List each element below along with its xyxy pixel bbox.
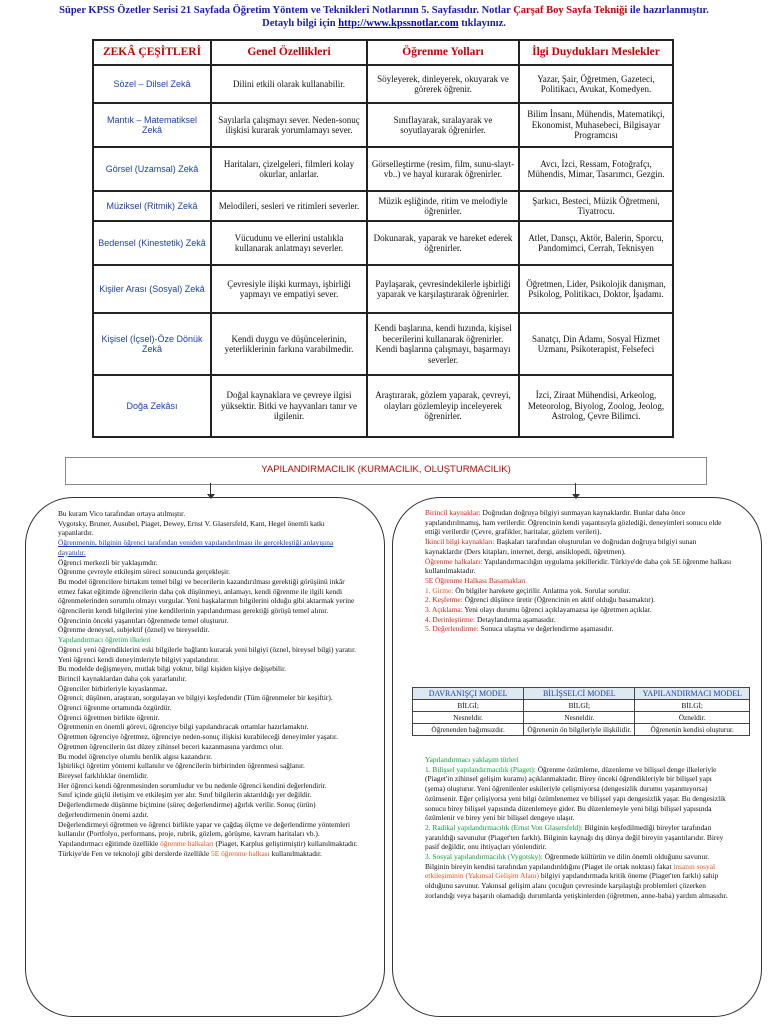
- header-text: Süper KPSS Özetler Serisi 21 Sayfada Öğretim Yöntem ve Teknikleri Notlarının 5. Sayfasıdır. Notlar: [59, 5, 511, 16]
- list-item: Vygotsky, Bruner, Ausubel, Piaget, Dewey, Ernst V. Glasersfeld, Kant, Hegel önemli katkı yapanlardır.: [58, 518, 325, 538]
- table-cell: BİLGİ;: [524, 700, 635, 712]
- step-text: Sonuca ulaşma ve değerlendirme aşamasıdır.: [480, 624, 614, 634]
- table-row: [93, 103, 673, 147]
- right-panel-text-bottom: [425, 755, 733, 901]
- step-text: Yeni olayı durumu öğrenci açıklayamazsa işe öğretmen açıklar.: [464, 605, 652, 615]
- cell-careers: Sanatçı, Din Adamı, Sosyal Hizmet Uzmanı, Psikoterapist, Felsefeci: [519, 313, 673, 375]
- step-label: 3. Açıklama:: [425, 605, 463, 615]
- section-heading: Yapılandırmacı yaklaşım türleri: [425, 755, 519, 764]
- table-row: [93, 147, 673, 191]
- table-row: [413, 712, 750, 724]
- type-label: 1. Bilişsel yapılandırmacılık (Piaget):: [425, 764, 536, 774]
- list-item: Öğrencinin önceki yaşantıları öğrenmede temel oluşturur.: [58, 615, 229, 625]
- table-row: [413, 724, 750, 736]
- model-header: DAVRANIŞÇI MODEL: [413, 688, 524, 700]
- list-item: Her öğrenci kendi öğrenmesinden sorumludur ve bu nedenle öğrenci kendini değerlendirir.: [58, 780, 327, 790]
- list-item: Bu model öğrencilere birtakım temel bilgi ve becerilerin kazandırılması gerektiği görüşünü inkâr etmez fakat eğitimde öğrencilerin daha çok düşünmeyi, anlamayı, kendi öğrenme ile ilgili kendi öğrenmelerinden sorumlu olmayı vurgular. Yeni başkalarının bilgilerini olduğu gibi aktarmak yerine öğrencilerin kendi bilgilerini yine kendilerinin yapılandırması gerektiği görüşü temel alınır.: [58, 576, 355, 616]
- list-item: Birincil kaynaklardan daha çok yararlanılır.: [58, 673, 187, 683]
- table-header-row: [413, 688, 750, 700]
- cell-learning: Görselleştirme (resim, film, sunu-slayt- vb..) ve hayal kurarak öğrenirler.: [367, 147, 519, 191]
- step-label: 5. Değerlendirme:: [425, 624, 479, 634]
- highlight-term: insanın sosyal etkileşiminin (Yakınsal Gelişim Alanı): [425, 861, 716, 881]
- list-item: Öğrenci öğrenme ortamında özgürdür.: [58, 703, 172, 713]
- type-text: Öğrenmede kültürün ve dilin önemli olduğunu savunur. Bilginin bireyin kendisi tarafından yapılandırıldığını (Piaget ile ortak noktası) fakat: [425, 852, 710, 871]
- site-link[interactable]: http://www.kpssnotlar.com: [338, 18, 459, 29]
- table-row: [93, 265, 673, 313]
- highlight-term: 5E öğrenme halkası: [211, 848, 270, 858]
- table-row: [93, 375, 673, 437]
- list-item: Bireysel farklılıklar önemlidir.: [58, 770, 149, 780]
- intelligence-name: Kişiler Arası (Sosyal) Zekâ: [93, 265, 211, 313]
- highlight-term: öğrenme halkaları: [160, 838, 214, 848]
- model-header: YAPILANDIRMACI MODEL: [635, 688, 750, 700]
- table-cell: BİLGİ;: [413, 700, 524, 712]
- col-header-type: ZEKÂ ÇEŞİTLERİ: [93, 40, 211, 65]
- step-label: 2. Keşfetme:: [425, 595, 463, 605]
- list-item: Öğrenmenin, bilginin öğrenci tarafından yeniden yapılandırılması ile gerçekleştiği anlayışına dayanılır.: [58, 538, 334, 557]
- cell-careers: Avcı, İzci, Ressam, Fotoğrafçı, Mühendis, Mimar, Tasarımcı, Gezgin.: [519, 147, 673, 191]
- cell-features: Haritaları, çizelgeleri, filmleri kolay okurlar, anlarlar.: [211, 147, 367, 191]
- cell-learning: Sınıflayarak, sıralayarak ve soyutlayarak öğrenirler.: [367, 103, 519, 147]
- intelligence-name: Görsel (Uzamsal) Zekâ: [93, 147, 211, 191]
- cell-features: Vücudunu ve ellerini ustalıkla kullanarak anlatmayı severler.: [211, 221, 367, 265]
- cell-careers: Şarkıcı, Besteci, Müzik Öğretmeni, Tiyatrocu.: [519, 191, 673, 221]
- list-item: İşbirlikçi öğretim yöntemi kullanılır ve öğrencilerin birbirinden öğrenmesi sağlanır.: [58, 761, 305, 771]
- step-label: 4. Derinleştirme:: [425, 614, 476, 624]
- table-cell: Öğrenenden bağımsızdır.: [413, 724, 524, 736]
- col-header-learning: Öğrenme Yolları: [367, 40, 519, 65]
- step-text: Ön bilgiler harekete geçirilir. Anlatma yok. Sorular sorulur.: [455, 585, 631, 595]
- table-cell: Nesneldir.: [413, 712, 524, 724]
- intelligence-table: [92, 39, 674, 438]
- table-header-row: [93, 40, 673, 65]
- cell-careers: Bilim İnsanı, Mühendis, Matematikçi, Ekonomist, Muhasebeci, Bilgisayar Programcısı: [519, 103, 673, 147]
- cell-learning: Araştırarak, gözlem yaparak, çevreyi, olayları gözlemleyip inceleyerek öğrenirler.: [367, 375, 519, 437]
- list-item: Öğrenci; düşünen, araştıran, sorgulayan ve bilgiyi keşfedendir (Tüm öğrenmeler bir keşiftir).: [58, 693, 333, 703]
- header-text-end: ile hazırlanmıştır.: [629, 5, 709, 16]
- list-item: Öğrenci yeni öğrendiklerini eski bilgilerle bağlantı kurarak yeni bilgiyi (öznel, bireysel bilgi) yaratır. Yeni öğrenci kendi deneyimleriyle bilgiyi yapılandırır.: [58, 644, 356, 664]
- cell-learning: Paylaşarak, çevresindekilerle işbirliği yaparak ve karşılaştırarak öğrenirler.: [367, 265, 519, 313]
- cell-careers: Öğretmen, Lider, Psikolojik danışman, Psikolog, Politikacı, Doktor, İşadamı.: [519, 265, 673, 313]
- cell-careers: Yazar, Şair, Öğretmen, Gazeteci, Politikacı, Avukat, Komedyen.: [519, 65, 673, 103]
- list-item: Öğrenme deneysel, subjektif (öznel) ve bireyseldir.: [58, 625, 210, 635]
- list-item: Öğrenme çevreyle etkileşim süreci sonucunda gerçekleşir.: [58, 567, 230, 577]
- header-click: tıklayınız.: [461, 18, 506, 29]
- list-item: Öğretmenin en önemli görevi, öğrenciye bilgi yapılandıracak ortamlar hazırlamaktır.: [58, 722, 309, 732]
- list-item: Değerlendirmeyi öğretmen ve öğrenci birlikte yapar ve çağdaş ölçme ve değerlendirme yöntemleri kullanılır (Portfolyo, performans, proje, rubrik, gözlem, görüşme, kavram haritaları vb.).: [58, 819, 351, 839]
- type-text: Bilginin keşfedilmediği bireyler tarafından yaratıldığı savunulur (Piaget'ten farklı). Bilginin kaynağı dış dünya değil bireyin yaşantılarıdır. Birey pasif değildir, onu ihtiyaçları yönlendirir.: [425, 822, 724, 852]
- cell-careers: İzci, Ziraat Mühendisi, Arkeolog, Meteorolog, Biyolog, Zoolog, Jeolog, Astrolog, Çevre Bilimci.: [519, 375, 673, 437]
- header-highlight: Çarşaf Boy Sayfa Tekniği: [513, 5, 628, 16]
- cell-features: Doğal kaynaklara ve çevreye ilgisi yüksektir. Bitki ve hayvanları tanır ve ilgilenir.: [211, 375, 367, 437]
- table-row: [413, 700, 750, 712]
- model-header: BİLİŞSELCİ MODEL: [524, 688, 635, 700]
- term-label: İkincil bilgi kaynakları:: [425, 537, 495, 547]
- arrow-down-icon: [575, 483, 576, 497]
- text-run: kullanılmaktadır.: [271, 848, 322, 858]
- cell-features: Sayılarla çalışmayı sever. Neden-sonuç ilişkisi kurarak yorumlamayı sever.: [211, 103, 367, 147]
- right-panel-text-top: [425, 508, 733, 634]
- col-header-features: Genel Özellikleri: [211, 40, 367, 65]
- list-item: Öğretmen öğrencilerin üst düzey zihinsel beceri kazanmasına yardımcı olur.: [58, 741, 284, 751]
- list-item: [58, 839, 358, 858]
- cell-learning: Söyleyerek, dinleyerek, okuyarak ve görerek öğrenir.: [367, 65, 519, 103]
- step-label: 1. Girme:: [425, 585, 454, 595]
- intelligence-name: Kişisel (İçsel)-Öze Dönük Zekâ: [93, 313, 211, 375]
- arrow-down-icon: [210, 483, 211, 497]
- cell-learning: Dokunarak, yaparak ve hareket ederek öğrenirler.: [367, 221, 519, 265]
- section-banner: [65, 457, 707, 485]
- list-item: Öğrenci merkezli bir yaklaşımdır.: [58, 557, 158, 567]
- cell-features: Melodileri, sesleri ve ritimleri severler.: [211, 191, 367, 221]
- type-text: bilgiyi yapılandırmada kritik öneme (Piaget'ten farklı) sahip olduğunu savunur. Yakınsal gelişim alanı çocuğun çevresinde karşılaştığı problemleri çözerken zorlandığı veya başarılı olamadığı durumlarda yetişkinlerden (öğretmen, anne-baba) yardım almasıdır.: [425, 871, 728, 900]
- col-header-careers: İlgi Duydukları Meslekler: [519, 40, 673, 65]
- list-item: Öğrenciler birbirleriyle kıyaslanmaz.: [58, 683, 168, 693]
- table-cell: BİLGİ;: [635, 700, 750, 712]
- banner-title: YAPILANDIRMACILIK (KURMACILIK, OLUŞTURMACILIK): [261, 464, 511, 475]
- list-item: Bu kuram Vico tarafından ortaya atılmıştır.: [58, 509, 186, 518]
- list-item: Değerlendirmede düşünme biçimine (süreç değerlendirme) ağırlık verilir. Sonuç (ürün) değerlendirmenin önemi azdır.: [58, 800, 316, 819]
- term-text: Yapılandırmacılığın uygulama şekilleridir. Türkiye'de daha çok 5E öğrenme halkası kullanılmaktadır.: [425, 556, 732, 576]
- term-text: Doğrudan doğruya bilgiyi sunmayan kaynaklardır. Bunlar daha önce yapılandırılmamış, ham verilerdir. Öğrencinin kendi yaşantısıyla gözlediği, deneyimleri sonucu elde ettiği verilerdir (Çevre, grafikler, haritalar, gözlem verileri).: [425, 508, 722, 537]
- table-cell: Nesneldir.: [524, 712, 635, 724]
- cell-features: Çevresiyle ilişki kurmayı, işbirliği yapmayı ve empatiyi sever.: [211, 265, 367, 313]
- term-label: Öğrenme halkaları:: [425, 556, 483, 566]
- cell-learning: Kendi başlarına, kendi hızında, kişisel becerilerini kullanarak öğrenirler. Kendi başlarına çalışmayı, başarmayı severler.: [367, 313, 519, 375]
- type-text: Öğrenme özümleme, düzenleme ve bilişsel denge ilkeleriyle (Piaget'in zihinsel gelişim kuramı) açıklanmaktadır. Birey önceki öğrendikleriyle bir bilişsel yapı (şema) oluşturur. Yeni öğrenilenler eskileriyle çelişmiyorsa (dengesizlik durumu yaşanmıyorsa) özümsenir. Eğer çelişiyorsa yeni bilgi özümlenemez ve bilişsel yapı dengesizlik yaşar. Bu dengesizlik sonucu birey bilişsel yapısında düzenlemeye gider. Bu düzenlemeyle yeni bilgi bilişsel yapısında özümlenir ve birey yeni bir bilişsel dengeye ulaşır.: [425, 764, 726, 823]
- intelligence-name: Doğa Zekâsı: [93, 375, 211, 437]
- type-label: 2. Radikal yapılandırmacılık (Ernst Von Glasersfeld):: [425, 822, 583, 832]
- intelligence-name: Müziksel (Ritmik) Zekâ: [93, 191, 211, 221]
- table-cell: Öğrenenin ön bilgileriyle ilişkilidir.: [524, 724, 635, 736]
- table-cell: Öğrenenin kendisi oluşturur.: [635, 724, 750, 736]
- list-item: Sınıf içinde güçlü iletişim ve etkileşim yer alır. Sınıf bilgilerin aktarıldığı yer değildir.: [58, 790, 312, 800]
- intelligence-name: Mantık – Matematiksel Zekâ: [93, 103, 211, 147]
- page-header: [0, 4, 768, 30]
- step-text: Detaylandırma aşamasıdır.: [476, 614, 556, 624]
- table-row: [93, 313, 673, 375]
- table-row: [93, 191, 673, 221]
- cell-learning: Müzik eşliğinde, ritim ve melodiyle öğrenirler.: [367, 191, 519, 221]
- intelligence-name: Sözel – Dilsel Zekâ: [93, 65, 211, 103]
- model-comparison-table: [412, 687, 750, 736]
- table-row: [93, 65, 673, 103]
- term-label: Birincil kaynaklar:: [425, 508, 481, 517]
- text-run: (Piaget, Karplus geliştirmiştir) kullanılmaktadır. Türkiye'de Fen ve teknoloji gibi derslerde özellikle: [58, 838, 358, 858]
- list-item: Bu modelde değişmeyen, mutlak bilgi yoktur, bilgi kişiden kişiye değişebilir.: [58, 664, 286, 674]
- left-panel-text: [58, 509, 358, 858]
- table-cell: Özneldir.: [635, 712, 750, 724]
- cell-careers: Atlet, Dansçı, Aktör, Balerin, Sporcu, Pandomimci, Cerrah, Teknisyen: [519, 221, 673, 265]
- cell-features: Kendi duygu ve düşüncelerinin, yeterliklerinin farkına varabilmedir.: [211, 313, 367, 375]
- step-text: Öğrenci düşünce üretir (Öğrencinin en aktif olduğu basamaktır).: [464, 595, 656, 605]
- list-item: Bu model öğrenciye olumlu benlik algısı kazandırır.: [58, 751, 213, 761]
- type-label: 3. Sosyal yapılandırmacılık (Vygotsky):: [425, 852, 543, 862]
- table-row: [93, 221, 673, 265]
- term-text: Başkaları tarafından oluşturulan ve doğrudan doğruya bilgiyi sunan kaynaklardır (Ders kitapları, internet, dergi, ansiklopedi, öğretmen).: [425, 537, 697, 556]
- list-item: Öğretmen öğrenciye öğretmez, öğrenciye neden-sonuç ilişkisi kurabileceği deneyimler yaşatır.: [58, 732, 338, 742]
- section-heading: 5E Öğrenme Halkası Basamakları: [425, 575, 526, 585]
- cell-features: Dilini etkili olarak kullanabilir.: [211, 65, 367, 103]
- text-run: Yapılandırmacı eğitimde özellikle: [58, 838, 159, 848]
- section-heading: Yapılandırmacı öğretim ilkeleri: [58, 635, 151, 645]
- header-detail: Detaylı bilgi için: [262, 18, 336, 29]
- list-item: Öğrenci öğretmen birlikte öğrenir.: [58, 712, 160, 722]
- intelligence-name: Bedensel (Kinestetik) Zekâ: [93, 221, 211, 265]
